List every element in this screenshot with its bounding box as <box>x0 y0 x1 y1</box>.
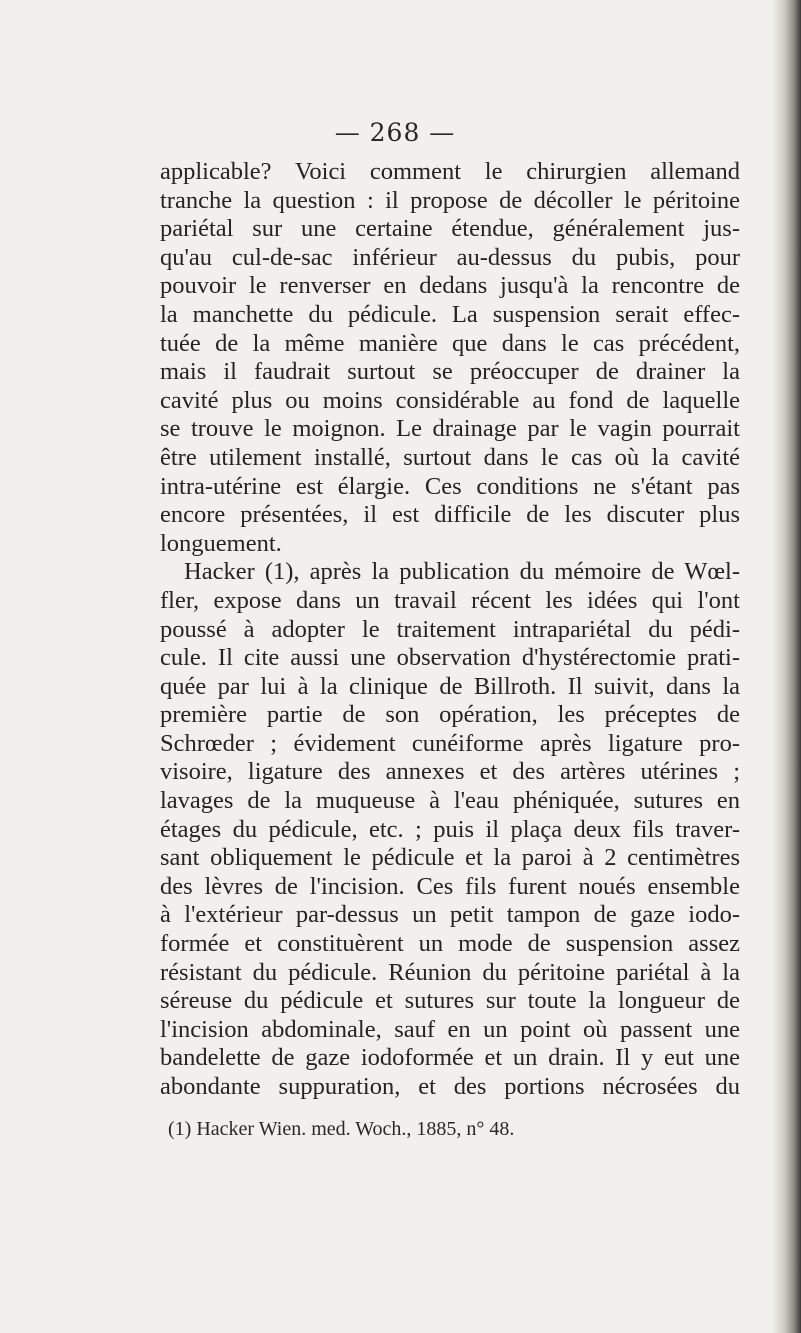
text-line: la manchette du pédicule. La suspension serait effec- <box>160 300 740 328</box>
text-line: tranche la question : il propose de décoller le péritoine <box>160 186 740 214</box>
text-line: visoire, ligature des annexes et des artères utérines ; <box>160 758 740 786</box>
page-number: — 268 — <box>334 118 456 147</box>
text-line: cavité plus ou moins considérable au fond de laquelle <box>160 386 740 414</box>
text-line: être utilement installé, surtout dans le cas où la cavité <box>160 443 740 471</box>
text-line: étages du pédicule, etc. ; puis il plaça deux fils traver- <box>160 815 740 843</box>
text-line: cule. Il cite aussi une observation d'hystérectomie prati- <box>160 644 740 672</box>
text-line: applicable? Voici comment le chirurgien allemand <box>160 158 740 185</box>
text-line: sant obliquement le pédicule et la paroi à 2 centimètres <box>160 844 740 872</box>
text-line: fler, expose dans un travail récent les idées qui l'ont <box>160 586 740 614</box>
text-line: encore présentées, il est difficile de les discuter plus <box>160 501 740 529</box>
text-line: pariétal sur une certaine étendue, généralement jus- <box>160 215 740 243</box>
text-line: l'incision abdominale, sauf en un point où passent une <box>160 1015 740 1043</box>
text-line: à l'extérieur par-dessus un petit tampon de gaze iodo- <box>160 901 740 929</box>
footnote: (1) Hacker Wien. med. Woch., 1885, n° 48. <box>168 1118 515 1140</box>
text-line: intra-utérine est élargie. Ces conditions ne s'étant pas <box>160 472 740 500</box>
text-line: séreuse du pédicule et sutures sur toute la longueur de <box>160 987 740 1015</box>
text-line: se trouve le moignon. Le drainage par le vagin pourrait <box>160 415 740 443</box>
text-line: qu'au cul-de-sac inférieur au-dessus du pubis, pour <box>160 243 740 271</box>
text-line: poussé à adopter le traitement intrapariétal du pédi- <box>160 615 740 643</box>
text-line: longuement. <box>160 529 282 557</box>
body-text <box>160 158 740 1102</box>
text-line: Schrœder ; évidement cunéiforme après ligature pro- <box>160 729 740 757</box>
text-line: quée par lui à la clinique de Billroth. Il suivit, dans la <box>160 672 740 700</box>
text-line: mais il faudrait surtout se préoccuper de drainer la <box>160 358 740 386</box>
text-line: lavages de la muqueuse à l'eau phéniquée, sutures en <box>160 787 740 815</box>
text-line: bandelette de gaze iodoformée et un drain. Il y eut une <box>160 1044 740 1072</box>
text-line: pouvoir le renverser en dedans jusqu'à la rencontre de <box>160 272 740 300</box>
text-line: Hacker (1), après la publication du mémoire de Wœl- <box>184 558 740 586</box>
text-line: tuée de la même manière que dans le cas précédent, <box>160 329 740 357</box>
text-line: des lèvres de l'incision. Ces fils furent noués ensemble <box>160 872 740 900</box>
text-line: résistant du pédicule. Réunion du péritoine pariétal à la <box>160 958 740 986</box>
book-spine-edge <box>773 0 801 1333</box>
text-line: formée et constituèrent un mode de suspension assez <box>160 930 740 958</box>
text-line: abondante suppuration, et des portions nécrosées du <box>160 1073 740 1100</box>
text-line: première partie de son opération, les préceptes de <box>160 701 740 729</box>
